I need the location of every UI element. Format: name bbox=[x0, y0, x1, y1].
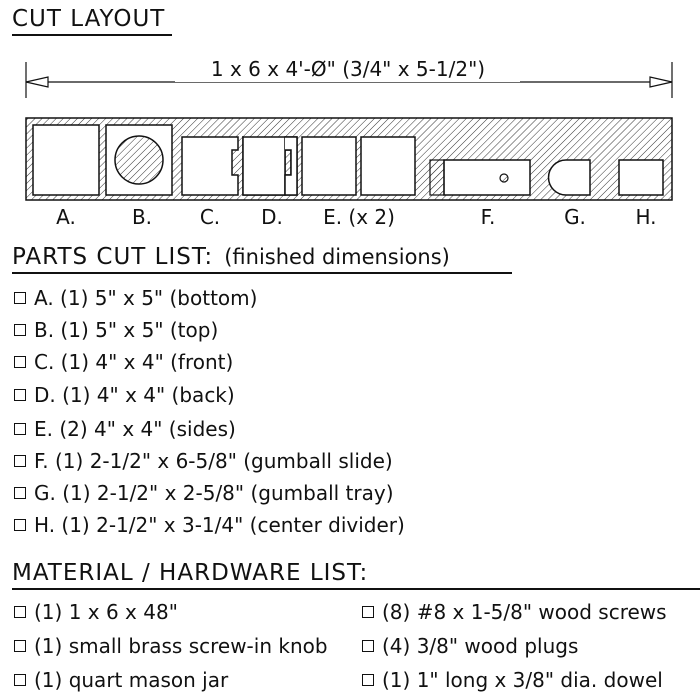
material-item-label: (1) 1 x 6 x 48" bbox=[34, 600, 178, 624]
parts-item-label: E. (2) 4" x 4" (sides) bbox=[34, 417, 236, 441]
parts-title-underline bbox=[12, 272, 512, 274]
materials-title-underline bbox=[12, 588, 700, 590]
checkbox-icon[interactable] bbox=[14, 674, 26, 686]
piece-label-e: E. (x 2) bbox=[323, 205, 395, 229]
piece-h bbox=[619, 160, 663, 195]
piece-label-c: C. bbox=[199, 205, 221, 229]
parts-item-label: D. (1) 4" x 4" (back) bbox=[34, 383, 235, 407]
checkbox-icon[interactable] bbox=[14, 292, 26, 304]
piece-a bbox=[33, 125, 99, 195]
parts-item[interactable] bbox=[14, 513, 405, 537]
material-item[interactable] bbox=[14, 600, 178, 624]
checkbox-icon[interactable] bbox=[14, 455, 26, 467]
checkbox-icon[interactable] bbox=[14, 324, 26, 336]
checkbox-icon[interactable] bbox=[14, 389, 26, 401]
cut-layout-title: CUT LAYOUT bbox=[12, 6, 166, 32]
material-item-label: (1) quart mason jar bbox=[34, 668, 229, 692]
dimension-arrow-right-icon bbox=[650, 77, 672, 87]
material-item[interactable] bbox=[14, 668, 228, 692]
piece-c bbox=[182, 137, 238, 195]
parts-item[interactable] bbox=[14, 449, 393, 473]
checkbox-icon[interactable] bbox=[14, 640, 26, 652]
parts-item-label: F. (1) 2-1/2" x 6-5/8" (gumball slide) bbox=[34, 449, 393, 473]
piece-label-f: F. bbox=[480, 205, 496, 229]
parts-item[interactable] bbox=[14, 383, 235, 407]
piece-label-d: D. bbox=[261, 205, 283, 229]
material-item[interactable] bbox=[14, 634, 328, 658]
parts-item[interactable] bbox=[14, 318, 218, 342]
parts-item-label: G. (1) 2-1/2" x 2-5/8" (gumball tray) bbox=[34, 481, 394, 505]
piece-f bbox=[444, 160, 530, 195]
parts-item-label: A. (1) 5" x 5" (bottom) bbox=[34, 286, 258, 310]
parts-item-label: H. (1) 2-1/2" x 3-1/4" (center divider) bbox=[34, 513, 405, 537]
checkbox-icon[interactable] bbox=[14, 356, 26, 368]
hardware-item-label: (1) 1" long x 3/8" dia. dowel bbox=[382, 668, 663, 692]
checkbox-icon[interactable] bbox=[14, 519, 26, 531]
hardware-item-label: (4) 3/8" wood plugs bbox=[382, 634, 579, 658]
parts-item-label: C. (1) 4" x 4" (front) bbox=[34, 350, 234, 374]
parts-item[interactable] bbox=[14, 481, 394, 505]
hardware-item[interactable] bbox=[362, 668, 663, 692]
checkbox-icon[interactable] bbox=[362, 674, 374, 686]
piece-label-a: A. bbox=[56, 205, 76, 229]
piece-f-hole bbox=[500, 174, 508, 182]
piece-e-2 bbox=[361, 137, 415, 195]
hardware-item-label: (8) #8 x 1-5/8" wood screws bbox=[382, 600, 667, 624]
cut-layout-title-underline bbox=[12, 34, 172, 36]
checkbox-icon[interactable] bbox=[362, 606, 374, 618]
parts-item-label: B. (1) 5" x 5" (top) bbox=[34, 318, 219, 342]
piece-e-1 bbox=[302, 137, 356, 195]
checkbox-icon[interactable] bbox=[14, 487, 26, 499]
materials-title: MATERIAL / HARDWARE LIST: bbox=[12, 560, 369, 586]
parts-heading bbox=[12, 244, 450, 270]
board-dimension-label: 1 x 6 x 4'-Ø" (3/4" x 5-1/2") bbox=[210, 57, 486, 81]
piece-g bbox=[549, 160, 590, 195]
dimension-line bbox=[26, 56, 672, 98]
checkbox-icon[interactable] bbox=[14, 423, 26, 435]
material-item-label: (1) small brass screw-in knob bbox=[34, 634, 328, 658]
dimension-arrow-left-icon bbox=[26, 77, 48, 87]
piece-label-g: G. bbox=[564, 205, 586, 229]
checkbox-icon[interactable] bbox=[14, 606, 26, 618]
hardware-item[interactable] bbox=[362, 600, 667, 624]
piece-label-b: B. bbox=[131, 205, 153, 229]
cut-layout-diagram bbox=[0, 40, 700, 230]
piece-b-hole bbox=[115, 136, 163, 184]
parts-item[interactable] bbox=[14, 350, 233, 374]
piece-label-h: H. bbox=[635, 205, 657, 229]
checkbox-icon[interactable] bbox=[362, 640, 374, 652]
parts-item[interactable] bbox=[14, 286, 257, 310]
parts-subtitle: (finished dimensions) bbox=[224, 245, 450, 269]
parts-title: PARTS CUT LIST: bbox=[12, 244, 214, 270]
hardware-item[interactable] bbox=[362, 634, 578, 658]
parts-item[interactable] bbox=[14, 417, 236, 441]
